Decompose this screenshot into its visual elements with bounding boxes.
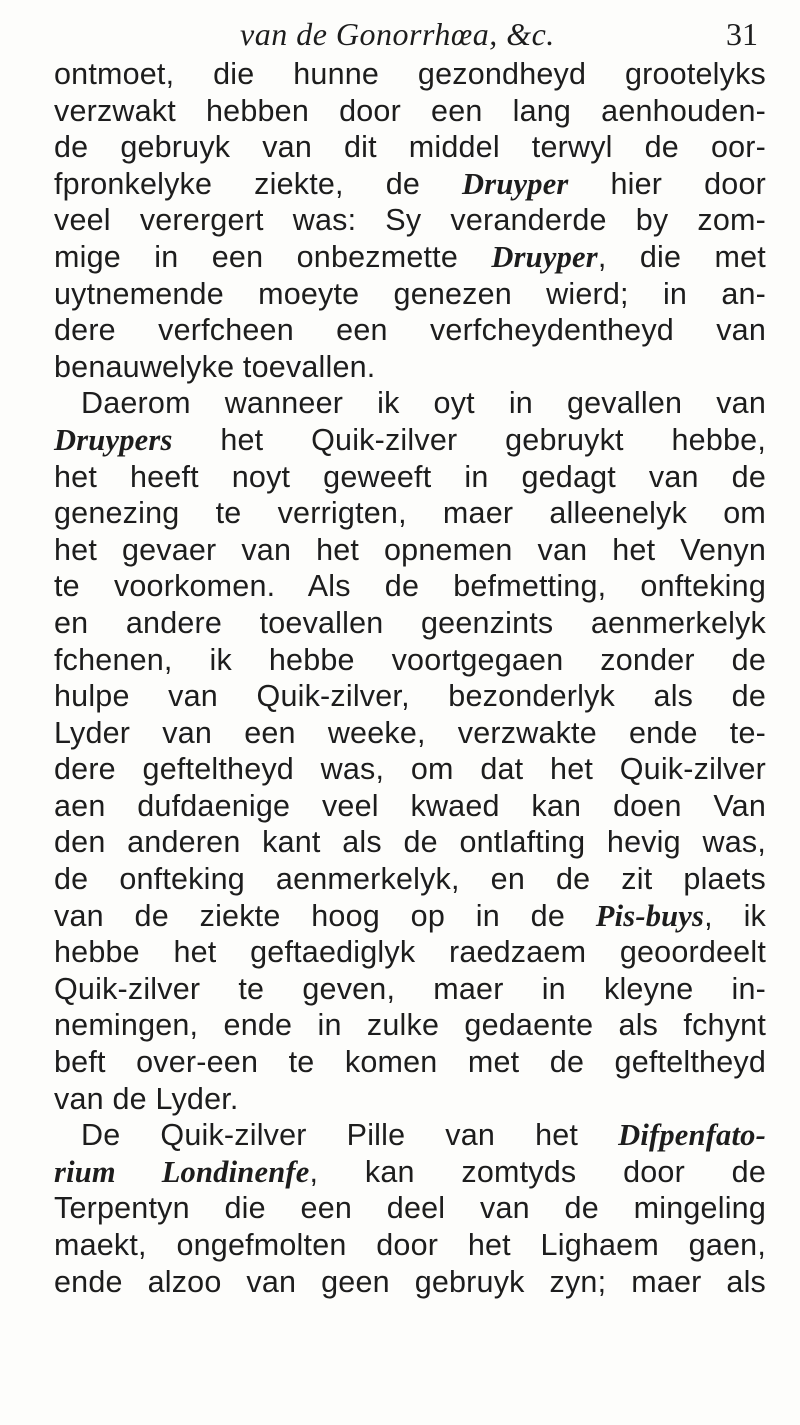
text-line (54, 971, 766, 1008)
page-header (52, 14, 780, 54)
text-line (54, 788, 766, 825)
text-line (54, 568, 766, 605)
text-run: te voorkomen. Als de befmetting, onfteking (54, 569, 766, 604)
text-run: de gebruyk van dit middel terwyl de oor- (54, 130, 766, 165)
text-run: en andere toevallen geenzints aenmerkelyk (54, 605, 766, 640)
text-run: de onfteking aenmerkelyk, en de zit plaets (54, 862, 766, 897)
italic-term: Pis-buys (595, 898, 705, 933)
body-text (54, 56, 766, 1300)
text-line (54, 934, 766, 971)
text-run: hulpe van Quik-zilver, bezonderlyk als de (54, 679, 766, 714)
text-line (54, 898, 766, 935)
text-line (54, 605, 766, 642)
text-line (54, 1117, 766, 1154)
text-run: Lyder van een weeke, verzwakte ende te- (54, 715, 766, 750)
italic-term: rium Londinenfe (54, 1154, 310, 1189)
text-run: , die met (597, 239, 766, 274)
text-run: veel verergert was: Sy veranderde by zom- (54, 203, 766, 238)
text-run: dere gefteltheyd was, om dat het Quik-zilver (54, 752, 766, 787)
text-run: den anderen kant als de ontlafting hevig was, (54, 825, 766, 860)
text-run: het heeft noyt geweeft in gedagt van de (54, 459, 766, 494)
text-run: benauwelyke toevallen. (54, 349, 376, 384)
text-line (54, 239, 766, 276)
text-run: verzwakt hebben door een lang aenhouden- (54, 93, 766, 128)
text-line (54, 1044, 766, 1081)
text-line (54, 678, 766, 715)
text-line (54, 715, 766, 752)
text-line (54, 202, 766, 239)
text-run: De Quik-zilver Pille van het (81, 1118, 619, 1153)
text-line (54, 129, 766, 166)
text-run: genezing te verrigten, maer alleenelyk om (54, 496, 766, 531)
text-run: dere verfcheen een verfcheydentheyd van (54, 313, 766, 348)
text-line (54, 824, 766, 861)
text-line (54, 93, 766, 130)
text-run: maekt, ongefmolten door het Lighaem gaen, (54, 1228, 766, 1262)
text-line (54, 422, 766, 459)
text-run: van de Lyder. (54, 1081, 239, 1116)
text-run: hebbe het geftaediglyk raedzaem geoordeelt (54, 935, 766, 970)
italic-term: Difpenfato- (618, 1118, 766, 1153)
text-line (54, 642, 766, 679)
text-line (54, 166, 766, 203)
text-line (54, 495, 766, 532)
text-run: Quik-zilver te geven, maer in kleyne in- (54, 971, 766, 1006)
italic-term: Druypers (54, 422, 173, 457)
italic-term: Druyper (491, 239, 598, 274)
text-line (54, 312, 766, 349)
text-line (54, 349, 766, 386)
text-run: ontmoet, die hunne gezondheyd grootelyks (54, 57, 766, 91)
text-run: het Quik-zilver gebruykt hebbe, (172, 422, 766, 457)
text-run: , ik (704, 898, 766, 933)
text-line (54, 751, 766, 788)
text-run: beft over-een te komen met de gefteltheyd (54, 1045, 766, 1080)
text-line (54, 532, 766, 569)
text-run: het gevaer van het opnemen van het Venyn (54, 532, 766, 567)
text-run: uytnemende moeyte genezen wierd; in an- (54, 276, 766, 311)
text-run: fchenen, ik hebbe voortgegaen zonder de (54, 642, 766, 677)
running-head: van de Gonorrhœa, &c. (240, 16, 555, 52)
text-run: Daerom wanneer ik oyt in gevallen van (81, 386, 766, 421)
text-run: mige in een onbezmette (54, 239, 492, 274)
italic-term: Druyper (462, 166, 569, 201)
text-run: Terpentyn die een deel van de mingeling (54, 1191, 766, 1226)
text-line (54, 1007, 766, 1044)
text-run: aen dufdaenige veel kwaed kan doen Van (54, 788, 766, 823)
text-line (54, 1154, 766, 1191)
text-run: ende alzoo van geen gebruyk zyn; maer als (54, 1264, 766, 1299)
text-run: nemingen, ende in zulke gedaente als fchynt (54, 1008, 766, 1043)
text-run: fpronkelyke ziekte, de (54, 166, 463, 201)
text-line (54, 861, 766, 898)
text-line (54, 459, 766, 496)
text-line (54, 385, 766, 422)
text-run: van de ziekte hoog op in de (54, 898, 596, 933)
text-line (54, 1227, 766, 1264)
page-number: 31 (726, 16, 758, 52)
text-line (54, 56, 766, 93)
text-line (54, 276, 766, 313)
text-run: hier door (568, 166, 766, 201)
text-line (54, 1081, 766, 1118)
text-line (54, 1264, 766, 1301)
text-run: , kan zomtyds door de (309, 1154, 766, 1189)
text-line (54, 1190, 766, 1227)
